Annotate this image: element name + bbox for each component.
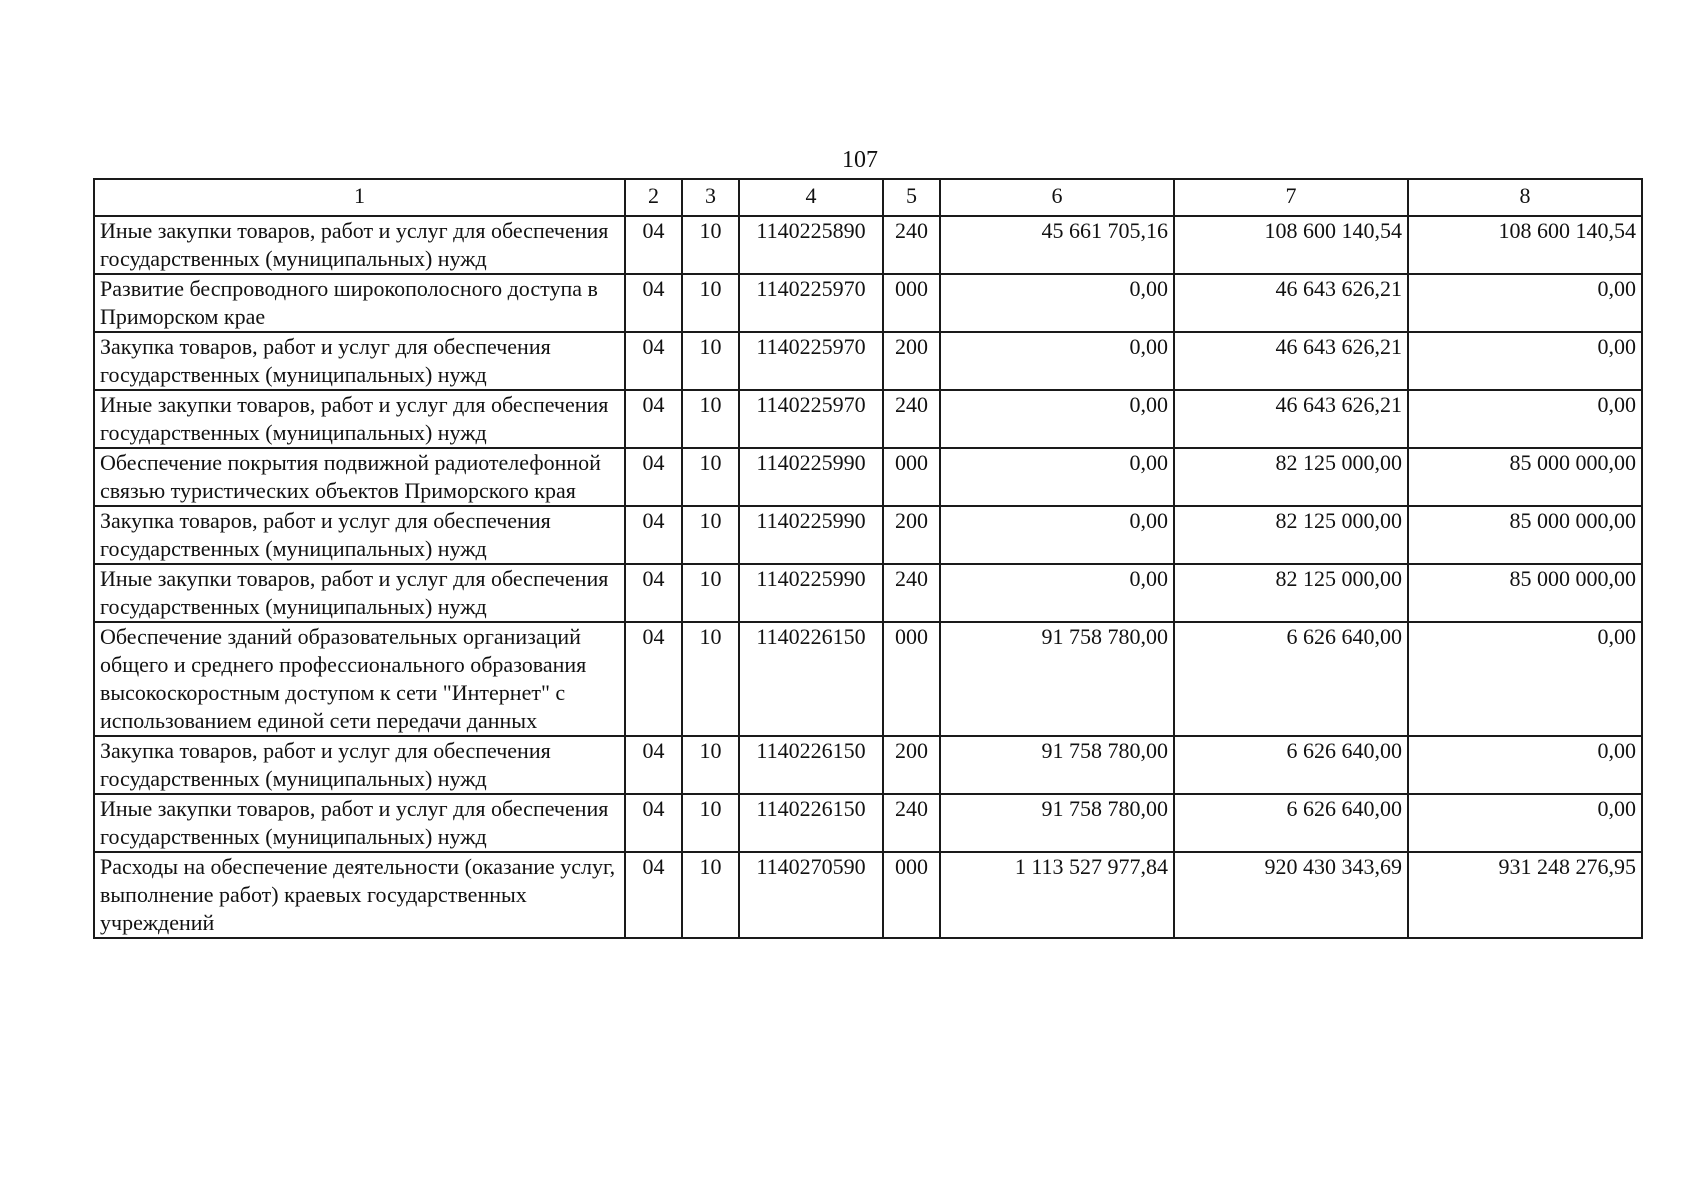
expense-type-code: 000 <box>883 852 940 938</box>
section-code: 04 <box>625 332 682 390</box>
item-name: Закупка товаров, работ и услуг для обеспечения государственных (муниципальных) нужд <box>94 736 625 794</box>
subsection-code: 10 <box>682 448 739 506</box>
amount-col-8: 0,00 <box>1408 736 1642 794</box>
table-header <box>94 179 1642 216</box>
expense-type-code: 000 <box>883 448 940 506</box>
table-row <box>94 448 1642 506</box>
amount-col-6: 0,00 <box>940 448 1174 506</box>
amount-col-6: 0,00 <box>940 506 1174 564</box>
amount-col-7: 108 600 140,54 <box>1174 216 1408 274</box>
item-name: Иные закупки товаров, работ и услуг для обеспечения государственных (муниципальных) нужд <box>94 390 625 448</box>
column-header-6: 6 <box>940 179 1174 216</box>
amount-col-8: 0,00 <box>1408 390 1642 448</box>
item-name: Развитие беспроводного широкополосного доступа в Приморском крае <box>94 274 625 332</box>
table-row <box>94 794 1642 852</box>
item-name: Расходы на обеспечение деятельности (оказание услуг, выполнение работ) краевых государственных учреждений <box>94 852 625 938</box>
item-name: Иные закупки товаров, работ и услуг для обеспечения государственных (муниципальных) нужд <box>94 794 625 852</box>
subsection-code: 10 <box>682 332 739 390</box>
column-header-4: 4 <box>739 179 883 216</box>
column-header-8: 8 <box>1408 179 1642 216</box>
amount-col-6: 1 113 527 977,84 <box>940 852 1174 938</box>
section-code: 04 <box>625 216 682 274</box>
expense-type-code: 240 <box>883 564 940 622</box>
amount-col-6: 91 758 780,00 <box>940 794 1174 852</box>
table-row <box>94 506 1642 564</box>
amount-col-7: 82 125 000,00 <box>1174 448 1408 506</box>
table-row <box>94 736 1642 794</box>
subsection-code: 10 <box>682 852 739 938</box>
target-article-code: 1140225990 <box>739 506 883 564</box>
amount-col-7: 6 626 640,00 <box>1174 622 1408 736</box>
amount-col-7: 6 626 640,00 <box>1174 736 1408 794</box>
section-code: 04 <box>625 852 682 938</box>
target-article-code: 1140226150 <box>739 622 883 736</box>
amount-col-6: 91 758 780,00 <box>940 736 1174 794</box>
amount-col-8: 0,00 <box>1408 622 1642 736</box>
amount-col-7: 920 430 343,69 <box>1174 852 1408 938</box>
amount-col-6: 0,00 <box>940 274 1174 332</box>
amount-col-8: 0,00 <box>1408 794 1642 852</box>
table-row <box>94 274 1642 332</box>
table-body <box>94 216 1642 938</box>
amount-col-6: 45 661 705,16 <box>940 216 1174 274</box>
expense-type-code: 240 <box>883 390 940 448</box>
amount-col-8: 85 000 000,00 <box>1408 506 1642 564</box>
amount-col-8: 931 248 276,95 <box>1408 852 1642 938</box>
target-article-code: 1140270590 <box>739 852 883 938</box>
target-article-code: 1140226150 <box>739 736 883 794</box>
subsection-code: 10 <box>682 622 739 736</box>
target-article-code: 1140226150 <box>739 794 883 852</box>
column-header-7: 7 <box>1174 179 1408 216</box>
table-row <box>94 332 1642 390</box>
amount-col-7: 46 643 626,21 <box>1174 274 1408 332</box>
column-header-2: 2 <box>625 179 682 216</box>
expense-type-code: 200 <box>883 506 940 564</box>
target-article-code: 1140225890 <box>739 216 883 274</box>
amount-col-8: 85 000 000,00 <box>1408 448 1642 506</box>
target-article-code: 1140225970 <box>739 332 883 390</box>
item-name: Обеспечение покрытия подвижной радиотелефонной связью туристических объектов Приморского края <box>94 448 625 506</box>
subsection-code: 10 <box>682 274 739 332</box>
amount-col-7: 46 643 626,21 <box>1174 332 1408 390</box>
section-code: 04 <box>625 506 682 564</box>
target-article-code: 1140225990 <box>739 564 883 622</box>
amount-col-6: 91 758 780,00 <box>940 622 1174 736</box>
subsection-code: 10 <box>682 794 739 852</box>
table-row <box>94 216 1642 274</box>
expense-type-code: 240 <box>883 216 940 274</box>
expense-type-code: 240 <box>883 794 940 852</box>
amount-col-7: 82 125 000,00 <box>1174 564 1408 622</box>
section-code: 04 <box>625 622 682 736</box>
amount-col-8: 0,00 <box>1408 332 1642 390</box>
column-header-3: 3 <box>682 179 739 216</box>
amount-col-8: 108 600 140,54 <box>1408 216 1642 274</box>
section-code: 04 <box>625 390 682 448</box>
budget-table <box>93 178 1643 939</box>
target-article-code: 1140225990 <box>739 448 883 506</box>
section-code: 04 <box>625 564 682 622</box>
item-name: Иные закупки товаров, работ и услуг для обеспечения государственных (муниципальных) нужд <box>94 216 625 274</box>
subsection-code: 10 <box>682 564 739 622</box>
column-header-1: 1 <box>94 179 625 216</box>
item-name: Закупка товаров, работ и услуг для обеспечения государственных (муниципальных) нужд <box>94 332 625 390</box>
expense-type-code: 000 <box>883 622 940 736</box>
subsection-code: 10 <box>682 506 739 564</box>
target-article-code: 1140225970 <box>739 274 883 332</box>
amount-col-6: 0,00 <box>940 332 1174 390</box>
subsection-code: 10 <box>682 216 739 274</box>
amount-col-6: 0,00 <box>940 390 1174 448</box>
target-article-code: 1140225970 <box>739 390 883 448</box>
header-row <box>94 179 1642 216</box>
item-name: Иные закупки товаров, работ и услуг для обеспечения государственных (муниципальных) нужд <box>94 564 625 622</box>
page-number: 107 <box>842 147 878 173</box>
section-code: 04 <box>625 448 682 506</box>
amount-col-7: 6 626 640,00 <box>1174 794 1408 852</box>
subsection-code: 10 <box>682 736 739 794</box>
amount-col-7: 46 643 626,21 <box>1174 390 1408 448</box>
subsection-code: 10 <box>682 390 739 448</box>
table-row <box>94 564 1642 622</box>
amount-col-7: 82 125 000,00 <box>1174 506 1408 564</box>
expense-type-code: 200 <box>883 332 940 390</box>
item-name: Обеспечение зданий образовательных организаций общего и среднего профессионального образования высокоскоростным доступом к сети "Интернет" с использованием единой сети передачи данных <box>94 622 625 736</box>
amount-col-8: 85 000 000,00 <box>1408 564 1642 622</box>
table-row <box>94 390 1642 448</box>
expense-type-code: 000 <box>883 274 940 332</box>
table-row <box>94 852 1642 938</box>
section-code: 04 <box>625 274 682 332</box>
section-code: 04 <box>625 736 682 794</box>
expense-type-code: 200 <box>883 736 940 794</box>
table-row <box>94 622 1642 736</box>
section-code: 04 <box>625 794 682 852</box>
item-name: Закупка товаров, работ и услуг для обеспечения государственных (муниципальных) нужд <box>94 506 625 564</box>
amount-col-8: 0,00 <box>1408 274 1642 332</box>
column-header-5: 5 <box>883 179 940 216</box>
amount-col-6: 0,00 <box>940 564 1174 622</box>
